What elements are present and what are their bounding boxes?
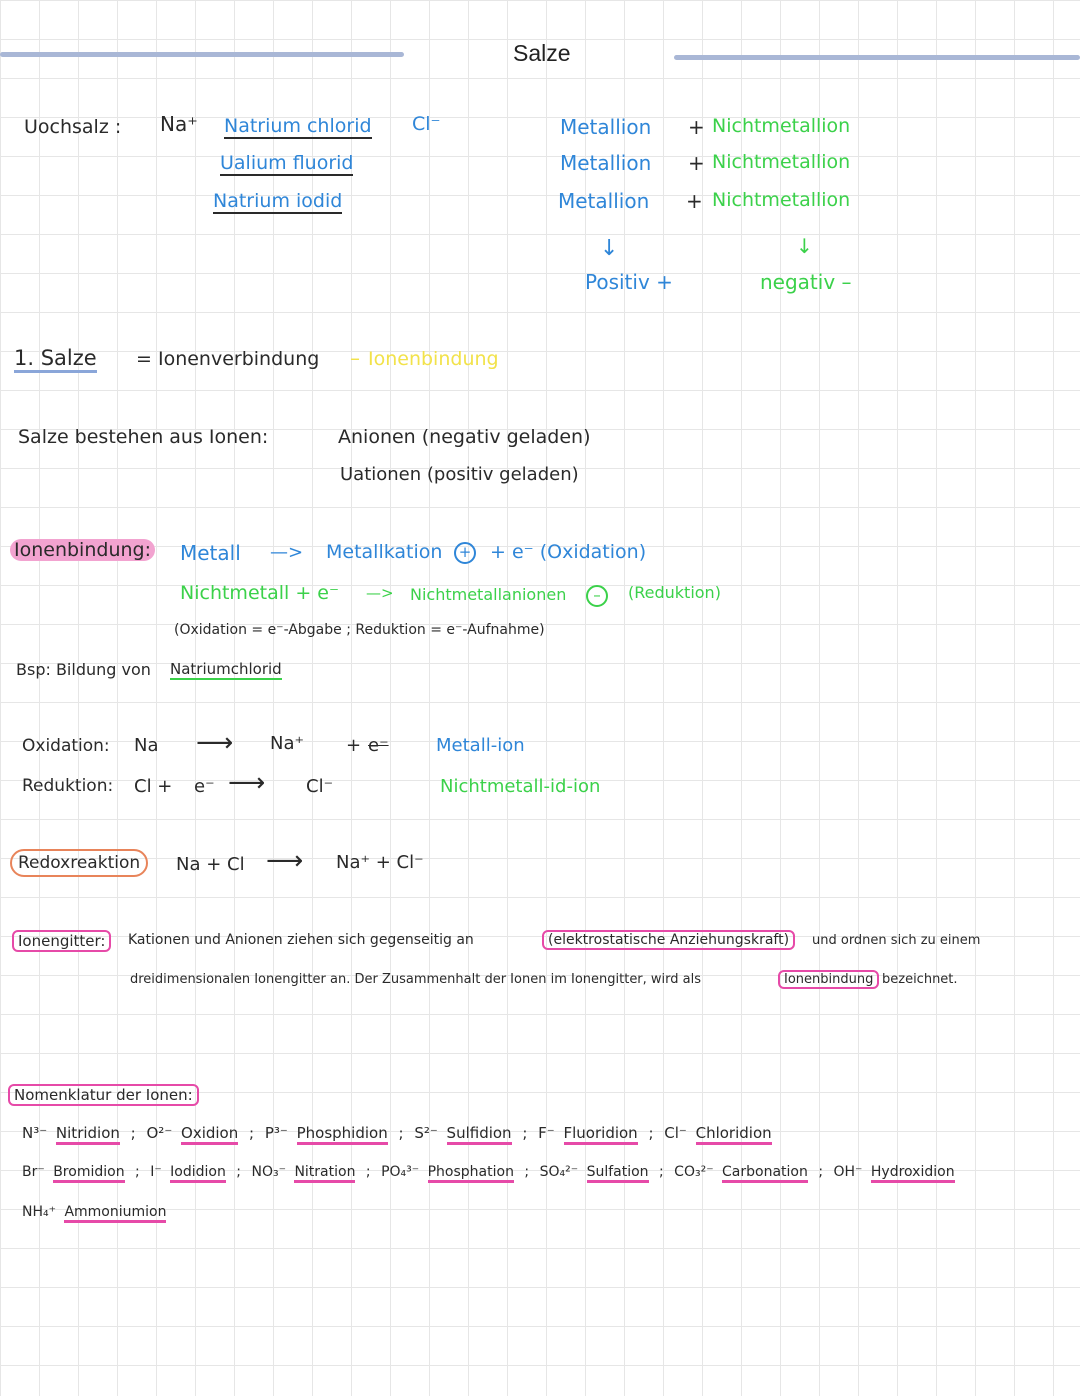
minus-circle-icon: –: [586, 585, 608, 607]
section-dash: –: [350, 346, 360, 370]
ion-name: Phosphation: [428, 1164, 514, 1183]
ion-symbol: PO₄³⁻: [381, 1164, 424, 1180]
ion-symbol: SO₄²⁻: [539, 1164, 583, 1180]
ion-name: Sulfidion: [447, 1124, 512, 1145]
salt-name-3: Natrium iodid: [213, 190, 343, 212]
kochsalz-anion: Cl⁻: [412, 113, 441, 135]
ib-nichtmetall: Nichtmetall + e⁻: [180, 582, 339, 604]
ib-oxidation: + e⁻ (Oxidation): [490, 541, 647, 563]
red-left: Cl +: [134, 776, 173, 797]
section-alt: Ionenbindung: [368, 348, 499, 370]
ion-separator: ;: [654, 1164, 669, 1180]
ion-name: Sulfation: [587, 1164, 649, 1183]
schema-right-2: Nichtmetallion: [712, 151, 851, 173]
ib-arrow-1: —>: [270, 542, 304, 563]
ox-plus: +: [346, 735, 362, 756]
negativ-label: negativ –: [760, 270, 852, 294]
bestehen-text: Salze bestehen aus Ionen:: [18, 426, 269, 448]
ion-name: Iodidion: [170, 1164, 226, 1183]
ion-separator: ;: [519, 1164, 534, 1180]
arrow-down-icon-2: ↓: [796, 234, 813, 258]
gitter-line2c: bezeichnet.: [882, 972, 958, 987]
ion-separator: ;: [517, 1124, 533, 1142]
bsp-what: Natriumchlorid: [170, 660, 282, 678]
red-label: Reduktion:: [22, 776, 114, 796]
ion-name: Phosphidion: [297, 1124, 388, 1145]
ox-electron: e⁻: [368, 735, 389, 756]
ion-symbol: CO₃²⁻: [674, 1164, 719, 1180]
redox-eq-left: Na + Cl: [176, 854, 245, 875]
ion-symbol: NH₄⁺: [22, 1204, 61, 1220]
salt-name-2: Ualium fluorid: [220, 152, 354, 174]
ion-symbol: O²⁻: [146, 1124, 178, 1142]
ion-name: Bromidion: [53, 1164, 124, 1183]
redox-label: Redoxreaktion: [10, 849, 148, 877]
ion-name: Fluoridion: [564, 1124, 638, 1145]
header-rule-right: [674, 55, 1080, 60]
ion-separator: ;: [125, 1124, 141, 1142]
ox-right: Na⁺: [270, 733, 304, 754]
ion-separator: ;: [813, 1164, 828, 1180]
ion-separator: ;: [643, 1124, 659, 1142]
ion-separator: ;: [393, 1124, 409, 1142]
ox-arrow: ⟶: [196, 728, 234, 758]
ion-separator: ;: [231, 1164, 246, 1180]
ion-separator: ;: [361, 1164, 376, 1180]
schema-right-1: Nichtmetallion: [712, 115, 851, 137]
positiv-label: Positiv +: [585, 270, 673, 294]
anionen-text: Anionen (negativ geladen): [338, 426, 591, 448]
schema-plus-3: +: [686, 189, 703, 213]
ion-symbol: F⁻: [538, 1124, 560, 1142]
ion-symbol: I⁻: [150, 1164, 167, 1180]
nomenklatur-row-2: [22, 1164, 955, 1180]
ion-separator: ;: [130, 1164, 145, 1180]
ion-name: Hydroxidion: [871, 1164, 955, 1183]
red-electron: e⁻: [194, 776, 215, 797]
ionenbindung-label: Ionenbindung:: [10, 539, 155, 561]
kationen-text: Uationen (positiv geladen): [340, 464, 579, 485]
ion-name: Oxidion: [181, 1124, 238, 1145]
arrow-down-icon: ↓: [600, 236, 619, 261]
schema-right-3: Nichtmetallion: [712, 189, 851, 211]
nichtmetall-ion-label: Nichtmetall-id-ion: [440, 776, 601, 797]
ion-symbol: Cl⁻: [664, 1124, 692, 1142]
ion-symbol: Br⁻: [22, 1164, 50, 1180]
redox-arrow: ⟶: [266, 846, 304, 876]
ion-symbol: N³⁻: [22, 1124, 52, 1142]
section-eq: = Ionenverbindung: [136, 348, 320, 370]
ion-symbol: S²⁻: [414, 1124, 443, 1142]
salt-name-1: Natrium chlorid: [224, 115, 372, 137]
kochsalz-cation: Na⁺: [160, 112, 198, 136]
plus-circle-icon: +: [454, 542, 476, 564]
ion-symbol: OH⁻: [833, 1164, 867, 1180]
gitter-line1-end: und ordnen sich zu einem: [812, 933, 981, 948]
gitter-line2a: dreidimensionalen Ionengitter an. Der Zusammenhalt der Ionen im Ionengitter, wird als: [130, 972, 702, 987]
ion-separator: ;: [244, 1124, 259, 1142]
gitter-highlight: (elektrostatische Anziehungskraft): [542, 930, 795, 950]
schema-plus-1: +: [688, 115, 705, 139]
ion-name: Carbonation: [722, 1164, 808, 1183]
gitter-line2b: Ionenbindung: [778, 970, 879, 989]
ib-nichtmetallanionen: Nichtmetallanionen: [410, 585, 567, 604]
ion-name: Ammoniumion: [64, 1204, 166, 1223]
header-rule-left: [0, 52, 404, 57]
ion-symbol: P³⁻: [264, 1124, 293, 1142]
ion-symbol: NO₃⁻: [251, 1164, 291, 1180]
metall-ion-label: Metall-ion: [436, 735, 525, 756]
ion-name: Nitridion: [56, 1124, 120, 1145]
nomenklatur-row-3: [22, 1204, 166, 1220]
ion-name: Chloridion: [696, 1124, 772, 1145]
ib-reduktion: (Reduktion): [628, 583, 721, 602]
ib-metallkation: Metallkation: [326, 541, 443, 563]
schema-plus-2: +: [688, 151, 705, 175]
schema-left-1: Metallion: [560, 115, 652, 139]
kochsalz-label: Uochsalz :: [24, 116, 122, 138]
schema-left-3: Metallion: [558, 189, 650, 213]
schema-left-2: Metallion: [560, 151, 652, 175]
nomenklatur-label: Nomenklatur der Ionen:: [8, 1084, 199, 1106]
ib-note: (Oxidation = e⁻-Abgabe ; Reduktion = e⁻-Aufnahme): [174, 622, 545, 638]
ox-left: Na: [134, 735, 159, 756]
ib-metall: Metall: [180, 541, 241, 565]
ion-name: Nitration: [294, 1164, 355, 1183]
red-right: Cl⁻: [306, 776, 334, 797]
red-arrow: ⟶: [228, 768, 266, 798]
gitter-label: Ionengitter:: [12, 930, 111, 952]
bsp-label: Bsp: Bildung von: [16, 660, 151, 679]
ib-arrow-2: —>: [366, 584, 394, 602]
gitter-line1: Kationen und Anionen ziehen sich gegenseitig an: [128, 932, 474, 948]
ox-label: Oxidation:: [22, 736, 110, 756]
redox-eq-right: Na⁺ + Cl⁻: [336, 852, 424, 873]
section-heading: 1. Salze: [14, 346, 97, 373]
nomenklatur-row-1: [22, 1124, 772, 1142]
page-title: Salze: [513, 40, 571, 66]
